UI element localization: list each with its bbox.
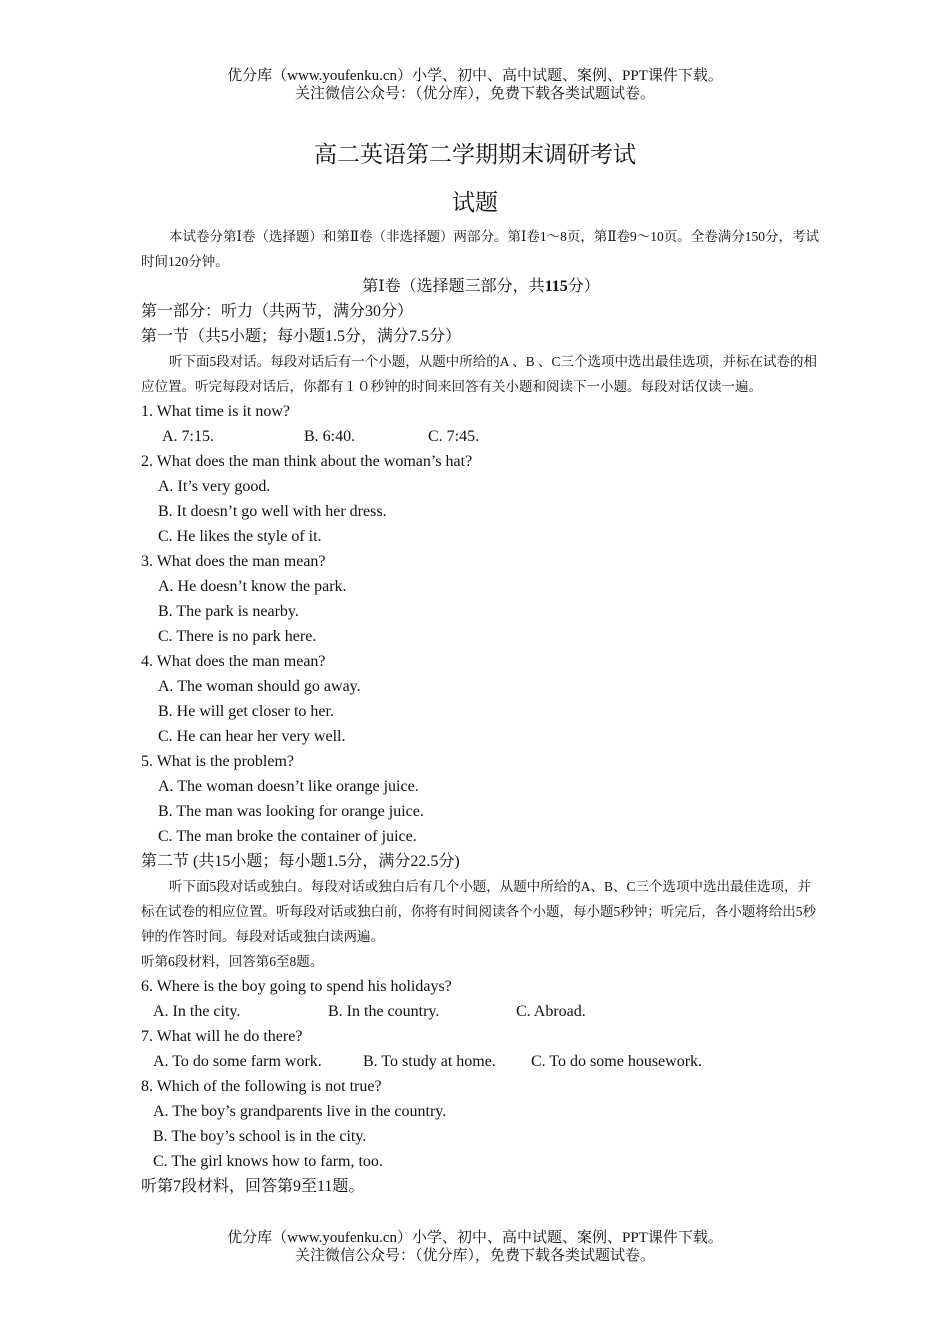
question-2-option-a: A. It’s very good. bbox=[158, 478, 271, 495]
part-1-heading: 第一部分：听力（共两节，满分30分） bbox=[141, 303, 414, 320]
material-6-note: 听第6段材料，回答第6至8题。 bbox=[141, 954, 324, 969]
question-4-stem: 4. What does the man mean? bbox=[141, 653, 326, 670]
section-1-heading: 第一节（共5小题；每小题1.5分，满分7.5分） bbox=[141, 328, 462, 345]
question-2-stem: 2. What does the man think about the woman’s hat? bbox=[141, 453, 473, 470]
section-1-instruction: 听下面5段对话。每段对话后有一个小题，从题中所给的A 、B 、C三个选项中选出最佳选项，并标在试卷的相应位置。听完每段对话后，你都有１０秒钟的时间来回答有关小题和阅读下一小题。每段对话仅读一遍。 bbox=[141, 354, 818, 394]
section-2-instruction: 听下面5段对话或独白。每段对话或独白后有几个小题，从题中所给的A、B、C三个选项中选出最佳选项，并标在试卷的相应位置。听每段对话或独白前，你将有时间阅读各个小题，每小题5秒钟；听完后，各小题将给出5秒钟的作答时间。每段对话或独白读两遍。 bbox=[141, 879, 816, 944]
question-5-option-a: A. The woman doesn’t like orange juice. bbox=[158, 778, 419, 795]
question-2-option-b: B. It doesn’t go well with her dress. bbox=[158, 503, 387, 520]
question-7-option-a: A. To do some farm work. bbox=[153, 1053, 322, 1070]
question-1-option-c: C. 7:45. bbox=[428, 428, 480, 445]
question-6-option-b: B. In the country. bbox=[328, 1003, 440, 1020]
question-5-option-b: B. The man was looking for orange juice. bbox=[158, 803, 424, 820]
volume-1-prefix: 第Ⅰ卷（选择题三部分，共 bbox=[362, 278, 545, 295]
material-7-note: 听第7段材料，回答第9至11题。 bbox=[141, 1178, 365, 1195]
question-5-stem: 5. What is the problem? bbox=[141, 753, 294, 770]
exam-subtitle: 试题 bbox=[452, 190, 498, 215]
question-8-option-a: A. The boy’s grandparents live in the country. bbox=[153, 1103, 447, 1120]
section-2-heading: 第二节 (共15小题；每小题1.5分，满分22.5分) bbox=[141, 853, 460, 870]
question-5-option-c: C. The man broke the container of juice. bbox=[158, 828, 417, 845]
page-header bbox=[0, 67, 950, 103]
question-3-option-b: B. The park is nearby. bbox=[158, 603, 299, 620]
volume-1-score: 115 bbox=[544, 278, 568, 295]
exam-intro: 本试卷分第Ⅰ卷（选择题）和第Ⅱ卷（非选择题）两部分。第Ⅰ卷1～8页，第Ⅱ卷9～10页。全卷满分150分，考试时间120分钟。 bbox=[141, 229, 820, 269]
exam-title: 高二英语第二学期期末调研考试 bbox=[314, 142, 636, 167]
question-6-option-a: A. In the city. bbox=[153, 1003, 241, 1020]
question-1-stem: 1. What time is it now? bbox=[141, 403, 291, 420]
question-7-options bbox=[141, 1049, 821, 1074]
footer-line-1: 优分库（www.youfenku.cn）小学、初中、高中试题、案例、PPT课件下载。 bbox=[227, 1230, 723, 1246]
question-8-option-b: B. The boy’s school is in the city. bbox=[153, 1128, 367, 1145]
question-8-option-c: C. The girl knows how to farm, too. bbox=[153, 1153, 383, 1170]
question-3-stem: 3. What does the man mean? bbox=[141, 553, 326, 570]
volume-1-heading bbox=[141, 274, 821, 299]
header-line-2: 关注微信公众号：（优分库），免费下载各类试题试卷。 bbox=[294, 86, 655, 102]
question-7-option-c: C. To do some housework. bbox=[531, 1053, 703, 1070]
question-3-option-a: A. He doesn’t know the park. bbox=[158, 578, 347, 595]
question-1-options bbox=[141, 424, 821, 449]
volume-1-suffix: 分） bbox=[567, 278, 600, 295]
question-4-option-b: B. He will get closer to her. bbox=[158, 703, 334, 720]
header-line-1: 优分库（www.youfenku.cn）小学、初中、高中试题、案例、PPT课件下载。 bbox=[227, 68, 723, 84]
question-8-stem: 8. Which of the following is not true? bbox=[141, 1078, 382, 1095]
question-1-option-b: B. 6:40. bbox=[304, 428, 356, 445]
question-2-option-c: C. He likes the style of it. bbox=[158, 528, 322, 545]
question-7-option-b: B. To study at home. bbox=[363, 1053, 496, 1070]
exam-content bbox=[141, 224, 821, 1199]
question-6-option-c: C. Abroad. bbox=[516, 1003, 586, 1020]
page-footer bbox=[0, 1229, 950, 1265]
question-1-option-a: A. 7:15. bbox=[162, 428, 214, 445]
footer-line-2: 关注微信公众号：（优分库），免费下载各类试题试卷。 bbox=[294, 1248, 655, 1264]
question-6-options bbox=[141, 999, 821, 1024]
question-6-stem: 6. Where is the boy going to spend his holidays? bbox=[141, 978, 452, 995]
question-7-stem: 7. What will he do there? bbox=[141, 1028, 303, 1045]
question-3-option-c: C. There is no park here. bbox=[158, 628, 317, 645]
question-4-option-a: A. The woman should go away. bbox=[158, 678, 361, 695]
question-4-option-c: C. He can hear her very well. bbox=[158, 728, 346, 745]
